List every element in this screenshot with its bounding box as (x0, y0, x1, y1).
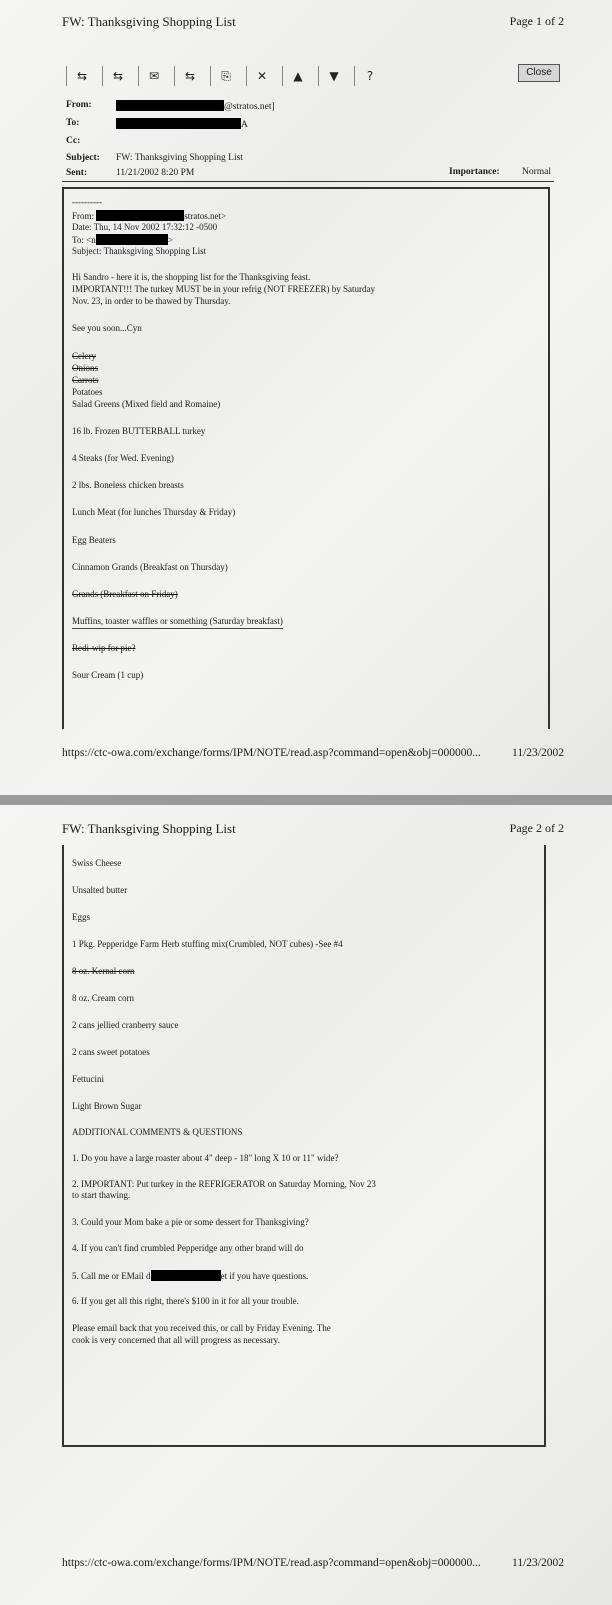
list-item: 4 Steaks (for Wed. Evening) (72, 453, 174, 463)
email-toolbar (66, 66, 385, 86)
question: 1. Do you have a large roaster about 4" deep - 18" long X 10 or 11" wide? (72, 1153, 339, 1163)
list-item: 16 lb. Frozen BUTTERBALL turkey (72, 426, 206, 436)
list-item: Salad Greens (Mixed field and Romaine) (72, 399, 221, 409)
list-item: 1 Pkg. Pepperidge Farm Herb stuffing mix(Crumbled, NOT cubes) -See #4 (72, 939, 343, 949)
printed-page-2: FW: Thanksgiving Shopping List Page 2 of 2 Swiss Cheese Unsalted butter Eggs 1 Pkg. Pepperidge Farm Herb stuffing mix(Crumbled, NOT cubes) -See #4 8 oz. Kernal corn 8 oz. Cream corn 2 cans jellied cranberry sauce 2 cans sweet potatoes Fettucini Light Brown Sugar ADDITIONAL COMMENTS & QUESTIONS 1. Do you have a large roaster about 4" deep - 18" long X 10 or 11" wide? 2. IMPORTANT: Put turkey in the REFRIGERATOR on Saturday Morning, Nov 23 to start thawing. 3. Could your Mom bake a pie or some dessert for Thanksgiving? 4. If you can't find crumbled Pepperidge any other brand will do 5. Call me or EMail d et if you have questions. 6. If you get all this right, there's $100 in it for all your trouble. Please email back that you received this, or call by Friday Evening. The cook is very concerned that all will progress as necessary. https://ctc-owa.com/exchange/forms/IPM/NOTE/read.asp?command=open&obj=000000... 11/23/2002 (0, 805, 612, 1605)
question: 5. Call me or EMail d et if you have questions. (72, 1271, 309, 1281)
list-item: Fettucini (72, 1074, 104, 1084)
message-body-frame (62, 845, 546, 1447)
forwarded-from: From: stratos.net> (72, 211, 227, 221)
delete-icon[interactable]: ✕ (246, 66, 277, 86)
list-item: Onions (72, 363, 99, 373)
close-button[interactable]: Close (518, 64, 560, 82)
list-item: 8 oz. Kernal corn (72, 966, 135, 976)
list-item: 2 cans sweet potatoes (72, 1047, 150, 1057)
question: 4. If you can't find crumbled Pepperidge any other brand will do (72, 1243, 304, 1253)
redaction-bar (116, 118, 241, 129)
footer-url: https://ctc-owa.com/exchange/forms/IPM/NOTE/read.asp?command=open&obj=000000... (62, 747, 481, 759)
question: 3. Could your Mom bake a pie or some dessert for Thanksgiving? (72, 1217, 309, 1227)
redaction-bar (151, 1270, 221, 1281)
section-heading: ADDITIONAL COMMENTS & QUESTIONS (72, 1127, 243, 1137)
move-icon[interactable]: ⇆ (174, 66, 205, 86)
question: 6. If you get all this right, there's $100 in it for all your trouble. (72, 1296, 299, 1306)
list-item: Lunch Meat (for lunches Thursday & Friday) (72, 507, 236, 517)
list-item: Egg Beaters (72, 535, 116, 545)
list-item: Eggs (72, 912, 90, 922)
reply-icon[interactable]: ⇆ (66, 66, 97, 86)
next-item-icon[interactable]: ▼ (318, 66, 349, 86)
redaction-bar (116, 100, 224, 111)
help-icon[interactable]: ? (354, 66, 385, 86)
redaction-bar (96, 210, 184, 221)
list-item: Unsalted butter (72, 885, 128, 895)
importance-value: Normal (522, 167, 552, 177)
list-item: Light Brown Sugar (72, 1101, 142, 1111)
list-item: 2 cans jellied cranberry sauce (72, 1020, 179, 1030)
list-item: Sour Cream (1 cup) (72, 670, 144, 680)
question: 2. IMPORTANT: Put turkey in the REFRIGERATOR on Saturday Morning, Nov 23 (72, 1179, 376, 1189)
list-item: Muffins, toaster waffles or something (Saturday breakfast) (72, 616, 283, 629)
previous-item-icon[interactable]: ▲ (282, 66, 313, 86)
header-divider (62, 181, 554, 182)
list-item: 2 lbs. Boneless chicken breasts (72, 480, 184, 490)
reply-all-icon[interactable]: ⇆ (102, 66, 133, 86)
list-item: Potatoes (72, 387, 103, 397)
page-number: Page 2 of 2 (509, 821, 564, 835)
forwarded-subject: Subject: Thanksgiving Shopping List (72, 246, 207, 256)
list-item: Grands (Breakfast on Friday) (72, 589, 178, 599)
footer-url: https://ctc-owa.com/exchange/forms/IPM/NOTE/read.asp?command=open&obj=000000... (62, 1557, 481, 1569)
printed-page-1: FW: Thanksgiving Shopping List Page 1 of 2 ⇆ ⇆ ✉ ⇆ ⎘ ✕ ▲ ▼ ? Close From: @stratos.net] To: A Cc: Subject: FW: Thanksgiving Shopping List Sent: 11/21/2002 8:20 PM Importance: Normal ---------- From: stratos.net> Date: Thu, 14 Nov 2002 17:32:12 -0500 To: <n > Subject: Thanksgiving Shopping List Hi Sandro - here it is, the shopping list for the Thanksgiving feast. IMPORTANT!!! The turkey MUST be in your refrig (NOT FREEZER) by Saturday Nov. 23, in order to be thawed by Thursday. See you soon...Cyn Celery Onions Carrots Potatoes Salad Greens (Mixed field and Romaine) 16 lb. Frozen BUTTERBALL turkey 4 Steaks (for Wed. Evening) 2 lbs. Boneless chicken breasts Lunch Meat (for lunches Thursday & Friday) Egg Beaters Cinnamon Grands (Breakfast on Thursday) Grands (Breakfast on Friday) Muffins, toaster waffles or something (Saturday breakfast) Redi-wip for pie? Sour Cream (1 cup) https://ctc-owa.com/exchange/forms/IPM/NOTE/read.asp?command=open&obj=000000... 11/23/2002 (0, 0, 612, 795)
footer-date: 11/23/2002 (512, 747, 564, 759)
list-item: Redi-wip for pie? (72, 643, 136, 653)
redaction-bar (96, 234, 168, 245)
page-title: FW: Thanksgiving Shopping List (62, 14, 236, 29)
list-item: 8 oz. Cream corn (72, 993, 134, 1003)
page-title: FW: Thanksgiving Shopping List (62, 821, 236, 836)
importance-label: Importance: (449, 167, 500, 177)
list-item: Carrots (72, 375, 99, 385)
footer-date: 11/23/2002 (512, 1557, 564, 1569)
list-item: Cinnamon Grands (Breakfast on Thursday) (72, 562, 228, 572)
list-item: Swiss Cheese (72, 858, 122, 868)
forwarded-to: To: <n > (72, 235, 173, 245)
greeting: Hi Sandro - here it is, the shopping list for the Thanksgiving feast. (72, 272, 311, 282)
important-note: IMPORTANT!!! The turkey MUST be in your refrig (NOT FREEZER) by Saturday (72, 284, 375, 294)
list-item: Celery (72, 351, 96, 361)
print-icon[interactable]: ⎘ (210, 66, 241, 86)
forwarded-date: Date: Thu, 14 Nov 2002 17:32:12 -0500 (72, 222, 218, 232)
signoff: See you soon...Cyn (72, 323, 142, 333)
forward-icon[interactable]: ✉ (138, 66, 169, 86)
closing-note: Please email back that you received this, or call by Friday Evening. The (72, 1323, 331, 1333)
page-number: Page 1 of 2 (509, 14, 564, 28)
